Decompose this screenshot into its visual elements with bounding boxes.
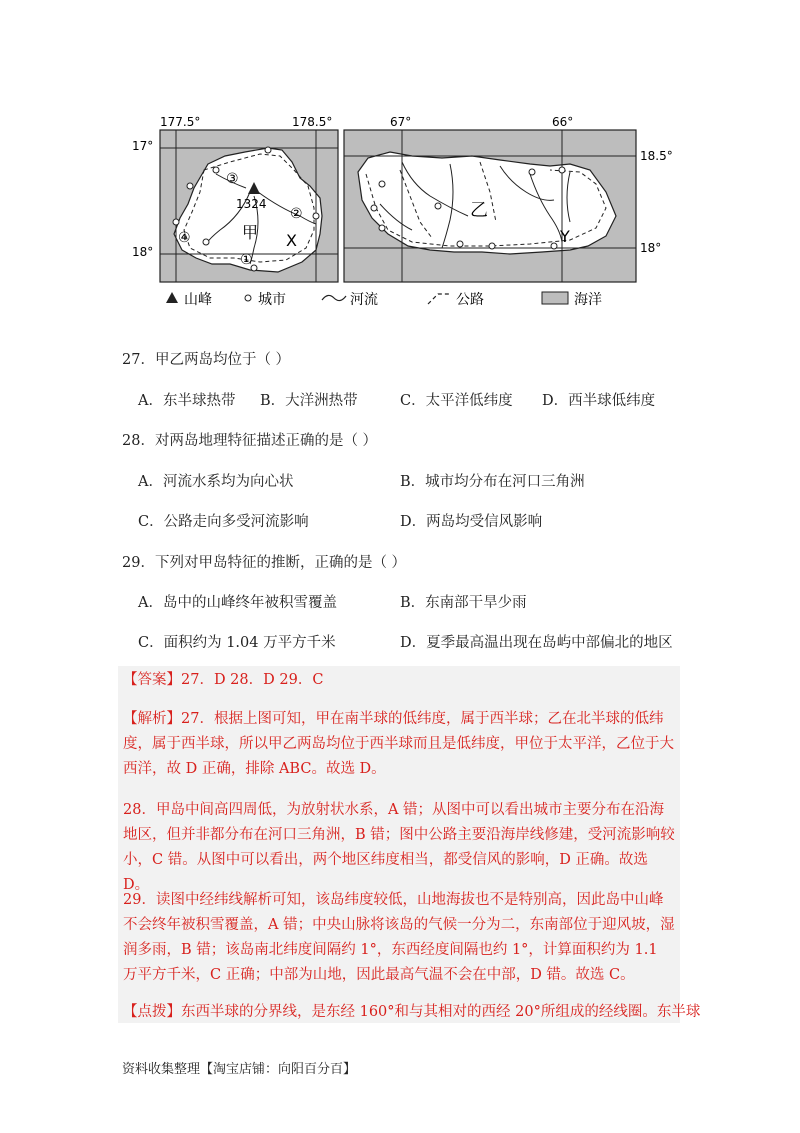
point-y-label: Y	[560, 227, 570, 246]
answer-tag: 【答案】	[123, 672, 181, 688]
q27-option-b: B．大洋洲热带	[260, 393, 358, 409]
analysis-paragraph-27	[123, 707, 675, 782]
legend-ocean-label: 海洋	[574, 292, 602, 308]
analysis-text-27: 27．根据上图可知，甲在南半球的低纬度，属于西半球；乙在北半球的低纬度，属于西半球，所以甲乙两岛均位于西半球而且是低纬度，甲位于太平洋，乙位于大西洋，故 D 正确，排除 ABC。故选 D。	[123, 711, 674, 777]
city-icon	[313, 213, 319, 219]
tip-tag: 【点拨】	[123, 1004, 181, 1020]
answer-text: 27．D 28．D 29．C	[181, 672, 324, 688]
lon-label-67: 67°	[390, 115, 412, 129]
answer-line	[123, 668, 675, 693]
island-maps-figure	[132, 112, 673, 312]
city-icon	[265, 147, 271, 153]
legend-road-label: 公路	[456, 292, 484, 308]
lat-label-18-r: 18°	[640, 241, 662, 255]
lat-label-18-5: 18.5°	[640, 149, 673, 163]
legend-river-label: 河流	[350, 292, 378, 308]
city-icon	[213, 167, 219, 173]
q29-option-a: A．岛中的山峰终年被积雪覆盖	[138, 595, 337, 611]
city-icon	[489, 243, 495, 249]
q27-option-a: A．东半球热带	[138, 393, 236, 409]
lat-label-18: 18°	[132, 245, 154, 259]
marker-1: ①	[240, 252, 253, 268]
city-icon	[371, 205, 377, 211]
tip-text: 东西半球的分界线，是东经 160°和与其相对的西经 20°所组成的经线圈。东半球	[181, 1004, 701, 1020]
question-29-stem: 29．下列对甲岛特征的推断，正确的是（ ）	[122, 555, 407, 571]
lon-label-66: 66°	[552, 115, 574, 129]
q29-option-b: B．东南部干旱少雨	[400, 595, 527, 611]
city-icon	[529, 169, 535, 175]
point-x-label: X	[286, 231, 297, 250]
marker-4: ④	[178, 230, 191, 246]
q28-option-b: B．城市均分布在河口三角洲	[400, 474, 585, 490]
q28-option-a: A．河流水系均为向心状	[138, 474, 294, 490]
tip-line	[123, 1000, 701, 1025]
city-icon	[435, 203, 441, 209]
question-27-stem: 27．甲乙两岛均位于（ ）	[122, 352, 291, 368]
legend-road-icon	[428, 294, 450, 304]
city-icon	[187, 183, 193, 189]
page-footer: 资料收集整理【淘宝店铺：向阳百分百】	[122, 1062, 357, 1077]
q28-option-c: C．公路走向多受河流影响	[138, 514, 309, 530]
marker-3: ③	[226, 171, 239, 187]
legend-peak-label: 山峰	[184, 292, 212, 308]
legend-ocean-swatch	[542, 292, 568, 304]
island-yi-label: 乙	[470, 200, 488, 221]
analysis-tag: 【解析】	[123, 711, 181, 727]
marker-2: ②	[290, 206, 303, 222]
right-map	[344, 115, 673, 282]
city-icon	[559, 167, 565, 173]
map-legend	[166, 291, 602, 308]
q27-option-d: D．西半球低纬度	[542, 393, 656, 409]
q27-option-c: C．太平洋低纬度	[400, 393, 513, 409]
lat-label-17: 17°	[132, 139, 154, 153]
city-icon	[203, 239, 209, 245]
legend-river-icon	[322, 295, 346, 300]
city-icon	[379, 181, 385, 187]
analysis-paragraph-28: 28．甲岛中间高四周低，为放射状水系，A 错；从图中可以看出城市主要分布在沿海地区，但并非都分布在河口三角洲，B 错；图中公路主要沿海岸线修建，受河流影响较小，C 错。从图中可以看出，两个地区纬度相当，都受信风的影响，D 正确。故选 D。	[123, 802, 675, 893]
q28-option-d: D．两岛均受信风影响	[400, 514, 543, 530]
city-icon	[551, 243, 557, 249]
lon-label-178-5: 178.5°	[292, 115, 333, 129]
island-jia-label: 甲	[242, 223, 259, 242]
lon-label-177-5: 177.5°	[160, 115, 201, 129]
city-icon	[173, 219, 179, 225]
city-icon	[379, 225, 385, 231]
q29-option-c: C．面积约为 1.04 万平方千米	[138, 635, 336, 651]
peak-elevation-label: 1324	[236, 197, 267, 211]
legend-city-icon	[245, 295, 251, 301]
legend-city-label: 城市	[258, 292, 286, 308]
legend-peak-icon	[166, 292, 178, 303]
city-icon	[457, 241, 463, 247]
left-map	[132, 115, 338, 282]
analysis-paragraph-29: 29．读图中经纬线解析可知，该岛纬度较低，山地海拔也不是特别高，因此岛中山峰不会终年被积雪覆盖，A 错；中央山脉将该岛的气候一分为二，东南部位于迎风坡，湿润多雨，B 错；该岛南北纬度间隔约 1°，东西经度间隔也约 1°，计算面积约为 1.1 万平方千米，C 正确；中部为山地，因此最高气温不会在中部，D 错。故选 C。	[123, 892, 675, 983]
q29-option-d: D．夏季最高温出现在岛屿中部偏北的地区	[400, 635, 673, 651]
question-28-stem: 28．对两岛地理特征描述正确的是（ ）	[122, 433, 378, 449]
